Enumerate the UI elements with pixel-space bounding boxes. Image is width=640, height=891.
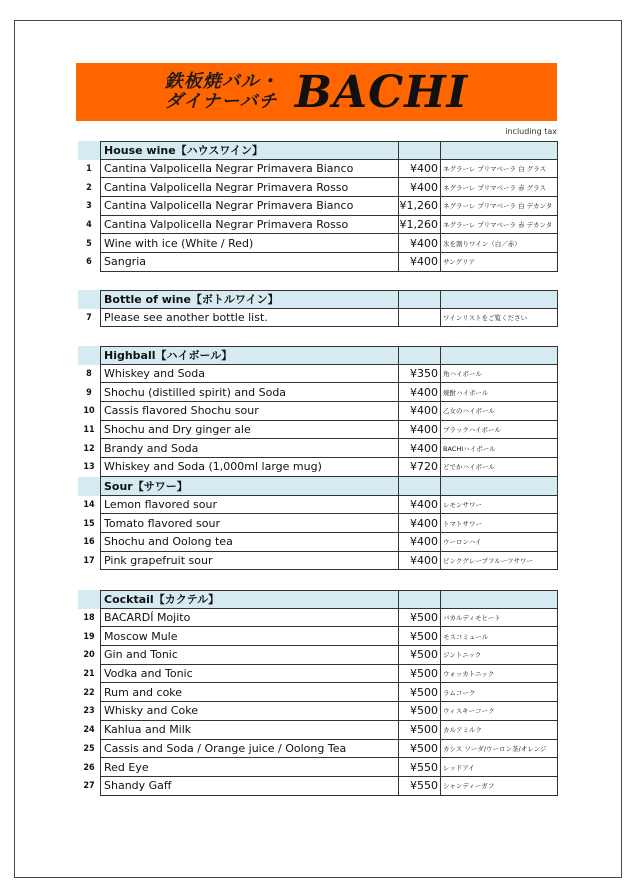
item-japanese-name: 氷を割りワイン（白／赤） (440, 234, 558, 253)
menu-row (78, 721, 558, 740)
item-name: Shochu and Oolong tea (100, 533, 398, 552)
item-name: BACARDÍ Mojito (100, 609, 398, 628)
item-number: 3 (86, 201, 92, 212)
item-price: ¥400 (398, 421, 440, 440)
item-price: ¥400 (398, 178, 440, 197)
item-price: ¥400 (398, 496, 440, 515)
item-number: 12 (83, 443, 95, 454)
item-number: 21 (83, 669, 95, 680)
item-price: ¥400 (398, 552, 440, 571)
banner-japanese-name (165, 72, 279, 112)
section-house-wine (78, 141, 558, 272)
menu-row (78, 178, 558, 197)
menu-row (78, 496, 558, 515)
item-price: ¥400 (398, 160, 440, 179)
item-name: Rum and coke (100, 683, 398, 702)
section-header: Highball【ハイボール】 (100, 346, 398, 365)
item-japanese-name: トマトサワー (440, 514, 558, 533)
item-japanese-name: レモンサワー (440, 496, 558, 515)
item-price: ¥400 (398, 234, 440, 253)
item-number: 23 (83, 706, 95, 717)
item-price: ¥400 (398, 383, 440, 402)
item-japanese-name: モスコミュール (440, 627, 558, 646)
item-name: Tomato flavored sour (100, 514, 398, 533)
item-price: ¥550 (398, 758, 440, 777)
item-japanese-name: ネグラーレ プリマベーラ 白 デカンタ (440, 197, 558, 216)
item-price: ¥400 (398, 533, 440, 552)
item-price: ¥400 (398, 253, 440, 272)
item-price: ¥350 (398, 365, 440, 384)
item-name: Please see another bottle list. (100, 309, 398, 328)
item-price: ¥500 (398, 609, 440, 628)
item-number: 19 (83, 631, 95, 642)
item-price: ¥500 (398, 665, 440, 684)
menu-row (78, 665, 558, 684)
item-name: Cantina Valpolicella Negrar Primavera Bianco (100, 197, 398, 216)
menu-row (78, 309, 558, 328)
menu-row (78, 702, 558, 721)
item-number: 26 (83, 762, 95, 773)
item-japanese-name: ピンクグレープフルーツサワー (440, 552, 558, 571)
item-number: 4 (86, 220, 92, 231)
item-price: ¥400 (398, 514, 440, 533)
item-japanese-name: バカルディモヒート (440, 609, 558, 628)
item-name: Cassis flavored Shochu sour (100, 402, 398, 421)
item-number: 13 (83, 462, 95, 473)
item-japanese-name: ジントニック (440, 646, 558, 665)
menu-row (78, 160, 558, 179)
menu-row (78, 552, 558, 571)
item-price: ¥720 (398, 458, 440, 477)
item-japanese-name: ネグラーレ プリマベーラ 赤 グラス (440, 178, 558, 197)
item-number: 16 (83, 537, 95, 548)
menu-row (78, 216, 558, 235)
item-name: Vodka and Tonic (100, 665, 398, 684)
item-number: 20 (83, 650, 95, 661)
item-number: 25 (83, 743, 95, 754)
banner-jp-line1: 鉄板焼バル・ (164, 71, 279, 92)
item-name: Shandy Gaff (100, 777, 398, 796)
menu-row (78, 253, 558, 272)
item-number: 24 (83, 725, 95, 736)
item-name: Whiskey and Soda (100, 365, 398, 384)
item-price: ¥550 (398, 777, 440, 796)
section-header-row (78, 346, 558, 365)
section-cocktail (78, 590, 558, 796)
item-japanese-name: 乙女のハイボール (440, 402, 558, 421)
item-name: Wine with ice (White / Red) (100, 234, 398, 253)
item-number: 22 (83, 687, 95, 698)
item-japanese-name: シャンディーガフ (440, 777, 558, 796)
menu-row (78, 683, 558, 702)
menu-row (78, 777, 558, 796)
item-japanese-name: サングリア (440, 253, 558, 272)
menu-row (78, 421, 558, 440)
item-name: Whisky and Coke (100, 702, 398, 721)
item-price: ¥500 (398, 683, 440, 702)
item-name: Cassis and Soda / Orange juice / Oolong Tea (100, 740, 398, 759)
menu-row (78, 740, 558, 759)
menu-row (78, 758, 558, 777)
item-number: 6 (86, 257, 92, 268)
tax-note: including tax (505, 127, 557, 136)
menu-row (78, 383, 558, 402)
menu-row (78, 234, 558, 253)
item-japanese-name: ウーロンハイ (440, 533, 558, 552)
item-price: ¥500 (398, 702, 440, 721)
item-japanese-name: ラムコーク (440, 683, 558, 702)
item-number: 5 (86, 238, 92, 249)
item-price: ¥500 (398, 646, 440, 665)
banner-logo: BACHI (294, 66, 469, 118)
item-japanese-name: ワインリストをご覧ください (440, 309, 558, 328)
item-japanese-name: カシス ソーダ/ウーロン茶/オレンジ (440, 740, 558, 759)
section-header-row (78, 477, 558, 496)
restaurant-banner (76, 63, 557, 121)
item-name: Kahlua and Milk (100, 721, 398, 740)
menu-row (78, 627, 558, 646)
item-name: Cantina Valpolicella Negrar Primavera Rosso (100, 216, 398, 235)
item-price: ¥1,260 (398, 216, 440, 235)
item-number: 18 (83, 613, 95, 624)
item-name: Pink grapefruit sour (100, 552, 398, 571)
item-name: Whiskey and Soda (1,000ml large mug) (100, 458, 398, 477)
item-number: 9 (86, 387, 92, 398)
item-price: ¥500 (398, 721, 440, 740)
item-number: 27 (83, 781, 95, 792)
item-japanese-name: 角ハイボール (440, 365, 558, 384)
section-header-row (78, 290, 558, 309)
section-header-row (78, 141, 558, 160)
item-name: Cantina Valpolicella Negrar Primavera Bianco (100, 160, 398, 179)
item-number: 2 (86, 182, 92, 193)
item-number: 14 (83, 499, 95, 510)
item-japanese-name: どでかハイボール (440, 458, 558, 477)
item-price: ¥500 (398, 627, 440, 646)
menu-row (78, 533, 558, 552)
item-name: Gin and Tonic (100, 646, 398, 665)
item-number: 11 (83, 425, 95, 436)
item-name: Shochu (distilled spirit) and Soda (100, 383, 398, 402)
item-name: Brandy and Soda (100, 439, 398, 458)
item-number: 10 (83, 406, 95, 417)
item-number: 7 (86, 313, 92, 324)
item-number: 8 (86, 369, 92, 380)
item-number: 1 (86, 164, 92, 175)
item-number: 17 (83, 555, 95, 566)
menu-row (78, 458, 558, 477)
menu-row (78, 365, 558, 384)
section-header: Bottle of wine【ボトルワイン】 (100, 290, 398, 309)
item-japanese-name: ネグラーレ プリマベーラ 白 グラス (440, 160, 558, 179)
item-price: ¥500 (398, 740, 440, 759)
menu-row (78, 439, 558, 458)
item-name: Moscow Mule (100, 627, 398, 646)
item-name: Cantina Valpolicella Negrar Primavera Rosso (100, 178, 398, 197)
menu-row (78, 646, 558, 665)
item-name: Lemon flavored sour (100, 496, 398, 515)
section-header: House wine【ハウスワイン】 (100, 141, 398, 160)
section-header-row (78, 590, 558, 609)
item-japanese-name: ウィスキーコーク (440, 702, 558, 721)
item-price (398, 309, 440, 328)
item-price: ¥400 (398, 439, 440, 458)
item-name: Red Eye (100, 758, 398, 777)
item-name: Shochu and Dry ginger ale (100, 421, 398, 440)
item-japanese-name: 焼酎ハイボール (440, 383, 558, 402)
menu-row (78, 197, 558, 216)
menu-row (78, 514, 558, 533)
section-highball-sour (78, 346, 558, 570)
banner-jp-line2: ダイナーバチ (164, 91, 278, 112)
section-header: Sour【サワー】 (100, 477, 398, 496)
item-japanese-name: ウォッカトニック (440, 665, 558, 684)
item-price: ¥400 (398, 402, 440, 421)
item-japanese-name: BACHIハイボール (440, 439, 558, 458)
item-name: Sangria (100, 253, 398, 272)
menu-row (78, 402, 558, 421)
item-japanese-name: ネグラーレ プリマベーラ 赤 デカンタ (440, 216, 558, 235)
item-japanese-name: レッドアイ (440, 758, 558, 777)
menu-row (78, 609, 558, 628)
section-header: Cocktail【カクテル】 (100, 590, 398, 609)
section-bottle-wine (78, 290, 558, 327)
item-price: ¥1,260 (398, 197, 440, 216)
item-number: 15 (83, 518, 95, 529)
item-japanese-name: ブラックハイボール (440, 421, 558, 440)
item-japanese-name: カルアミルク (440, 721, 558, 740)
